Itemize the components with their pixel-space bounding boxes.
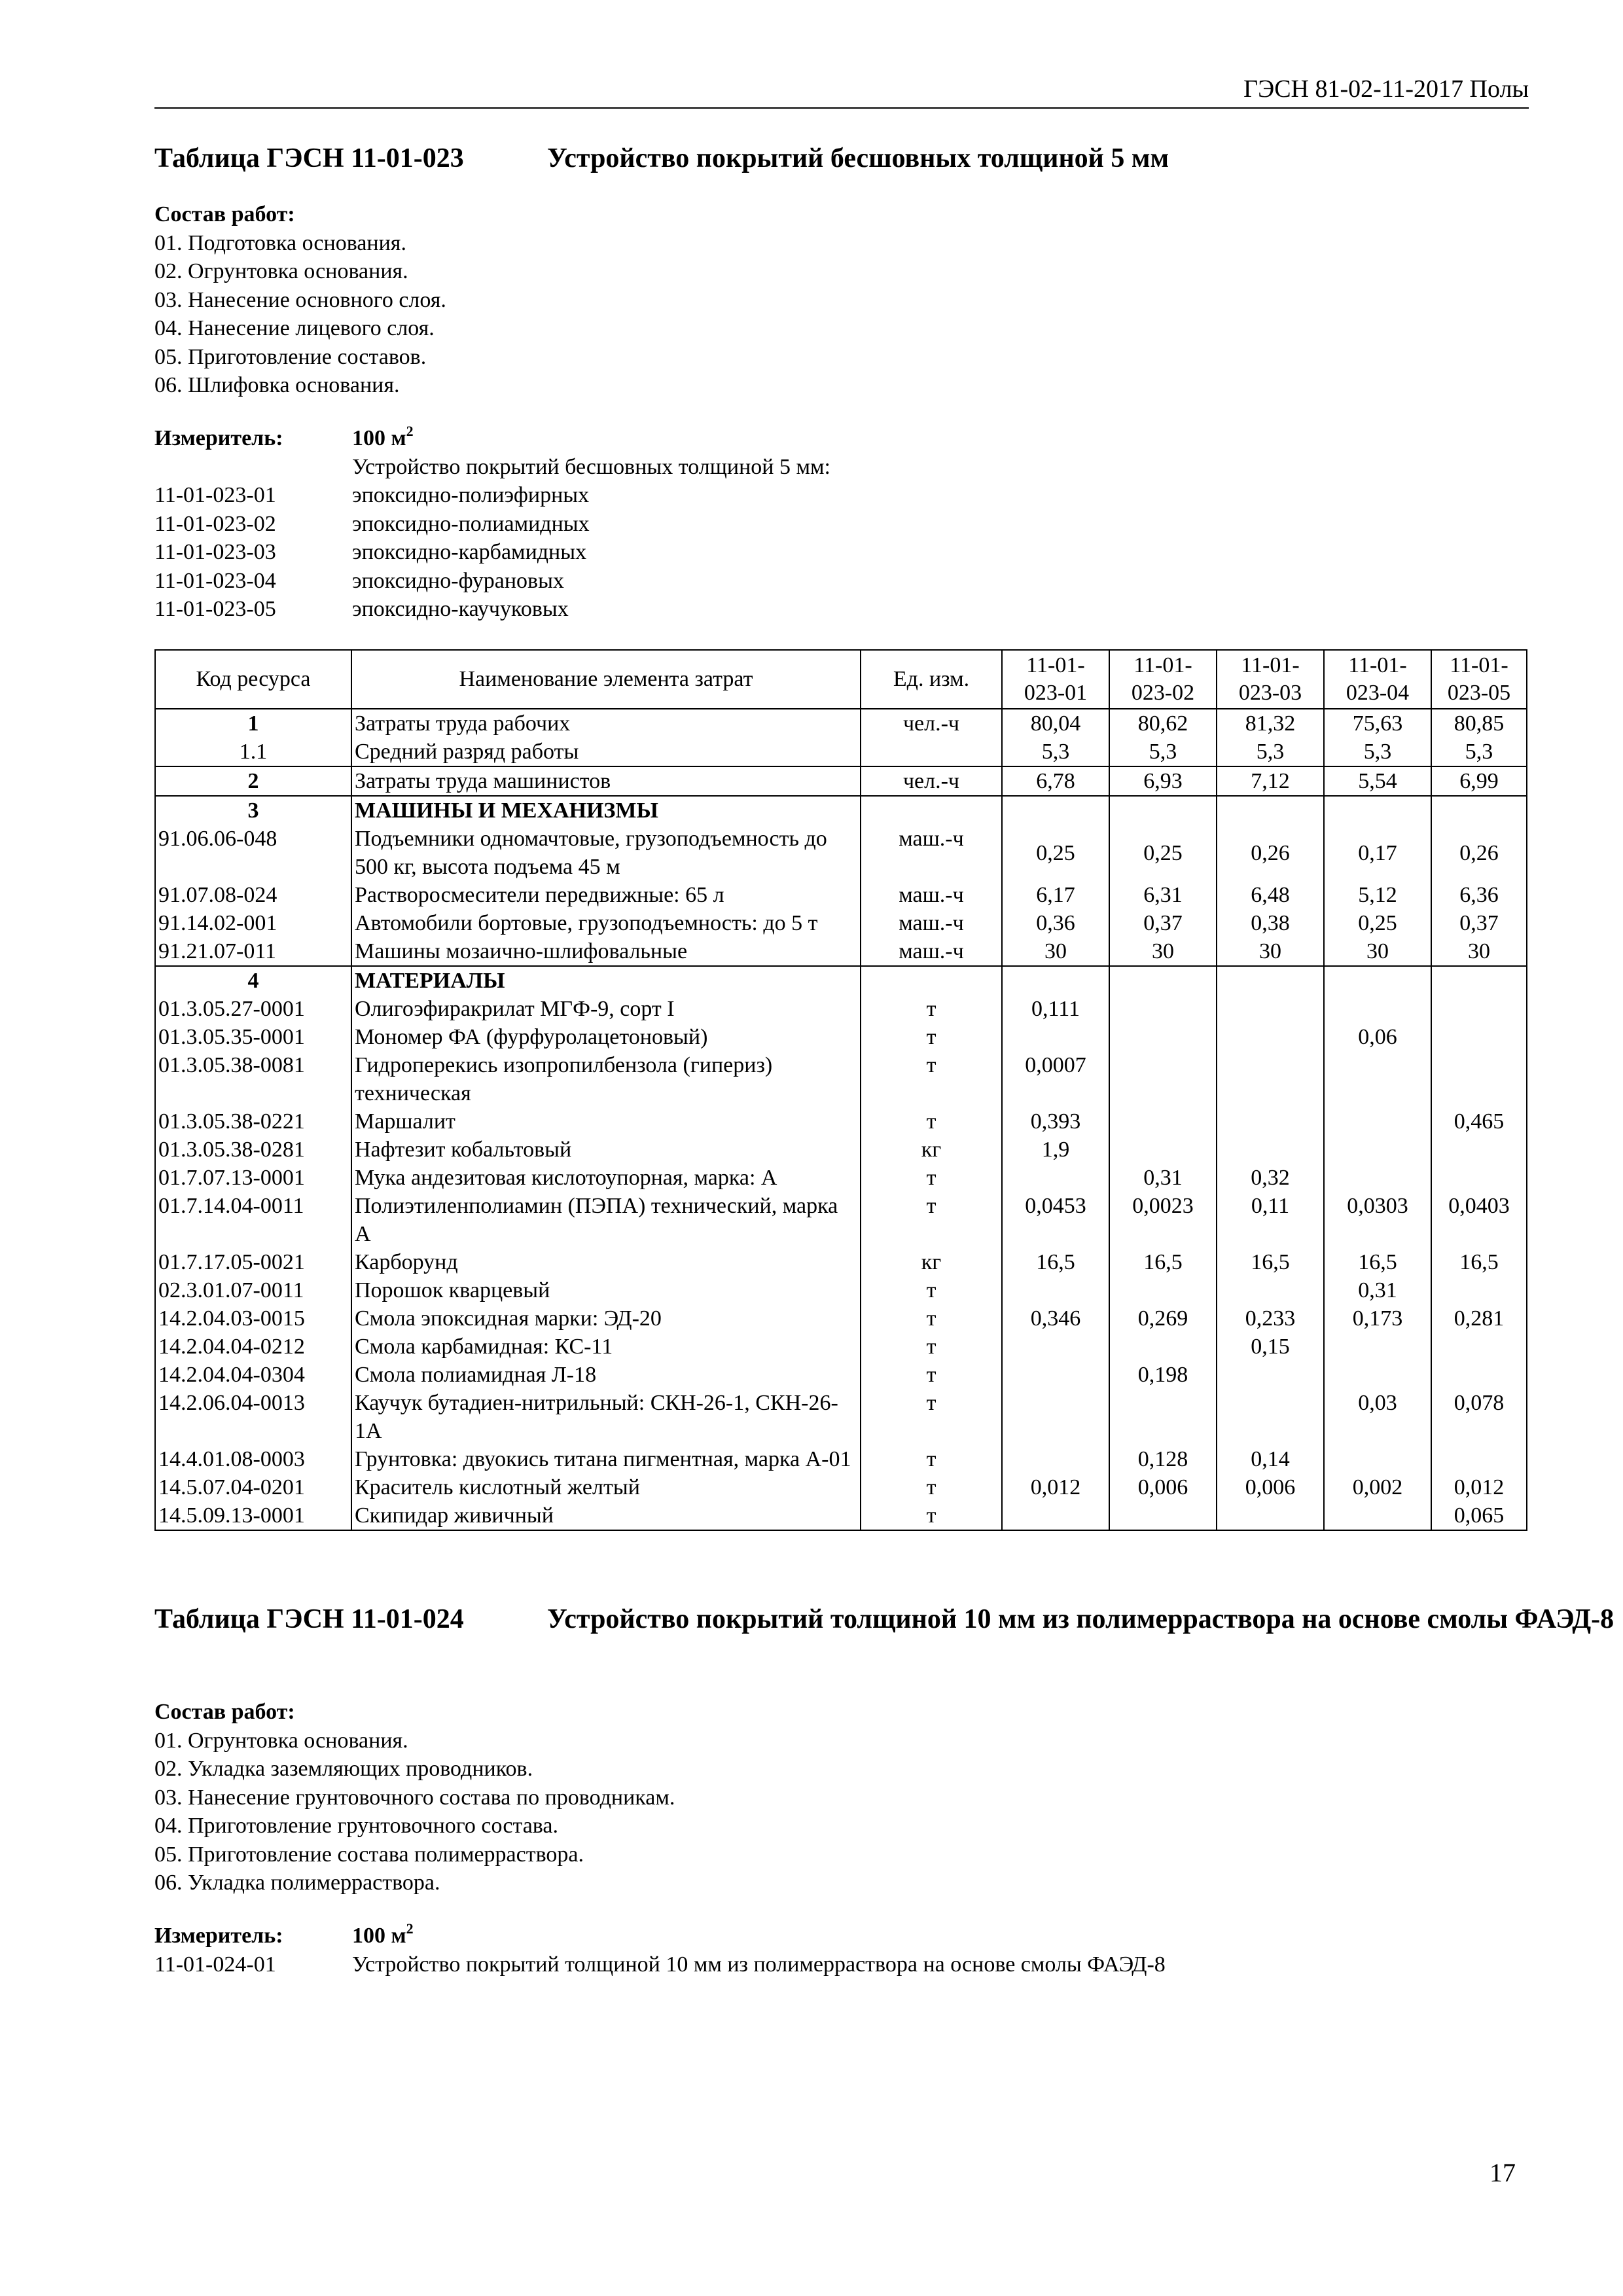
meter-label: Измеритель:	[154, 426, 283, 450]
cell-code: 14.5.09.13-0001	[155, 1501, 351, 1530]
running-header: ГЭСН 81-02-11-2017 Полы	[1243, 75, 1529, 103]
cell-value	[1002, 1164, 1109, 1192]
cell-value	[1002, 796, 1109, 825]
cell-code: 14.4.01.08-0003	[155, 1445, 351, 1473]
cell-value: 7,12	[1217, 766, 1324, 796]
cell-value	[1431, 1051, 1527, 1107]
cell-value: 0,17	[1324, 825, 1431, 881]
table2-code: Таблица ГЭСН 11-01-024	[154, 1604, 464, 1634]
cell-name: Порошок кварцевый	[351, 1276, 861, 1304]
cell-value: 0,465	[1431, 1107, 1527, 1136]
cell-value	[1002, 966, 1109, 995]
cell-value	[1002, 1389, 1109, 1445]
variant-code: 11-01-023-05	[154, 597, 276, 621]
cell-code: 01.7.17.05-0021	[155, 1248, 351, 1276]
cell-value	[1324, 1501, 1431, 1530]
variant-name: эпоксидно-карбамидных	[352, 540, 587, 564]
cell-name: Затраты труда машинистов	[351, 766, 861, 796]
cell-code: 2	[155, 766, 351, 796]
cell-value	[1324, 966, 1431, 995]
cell-value: 5,3	[1217, 738, 1324, 766]
cell-value	[1109, 995, 1217, 1023]
cell-unit: т	[861, 1445, 1002, 1473]
cell-value: 0,26	[1217, 825, 1324, 881]
cell-value	[1109, 796, 1217, 825]
cell-value: 1,9	[1002, 1136, 1109, 1164]
table-row	[155, 1445, 1527, 1473]
cell-code: 91.07.08-024	[155, 881, 351, 909]
cell-value: 0,346	[1002, 1304, 1109, 1333]
cell-value	[1324, 1361, 1431, 1389]
cell-code: 01.3.05.38-0221	[155, 1107, 351, 1136]
cell-value: 0,006	[1109, 1473, 1217, 1501]
cell-value: 0,38	[1217, 909, 1324, 937]
table-row	[155, 1023, 1527, 1051]
works-item: 03. Нанесение грунтовочного состава по проводникам.	[154, 1785, 675, 1810]
cell-unit: т	[861, 1192, 1002, 1248]
cell-value	[1002, 1361, 1109, 1389]
cell-code: 4	[155, 966, 351, 995]
col-header-variant: 11-01- 023-02	[1109, 650, 1217, 709]
cell-value	[1431, 1164, 1527, 1192]
cell-value	[1324, 1333, 1431, 1361]
cell-unit	[861, 738, 1002, 766]
cell-value: 30	[1109, 937, 1217, 966]
cell-value	[1217, 1107, 1324, 1136]
cell-value	[1431, 1361, 1527, 1389]
cell-value: 30	[1431, 937, 1527, 966]
cell-value: 0,25	[1109, 825, 1217, 881]
cell-value	[1431, 1333, 1527, 1361]
cell-value: 5,3	[1002, 738, 1109, 766]
cell-value: 0,281	[1431, 1304, 1527, 1333]
table-row	[155, 766, 1527, 796]
works-item: 05. Приготовление составов.	[154, 344, 427, 369]
table-row	[155, 1107, 1527, 1136]
table-body	[155, 709, 1527, 1530]
cell-code: 1	[155, 709, 351, 738]
cell-code: 14.5.07.04-0201	[155, 1473, 351, 1501]
cell-value: 0,078	[1431, 1389, 1527, 1445]
resource-table	[154, 649, 1527, 1531]
cell-unit: т	[861, 1023, 1002, 1051]
cell-unit: маш.-ч	[861, 937, 1002, 966]
table-row	[155, 1192, 1527, 1248]
table-row	[155, 709, 1527, 738]
col-header-unit: Ед. изм.	[861, 650, 1002, 709]
col-header-variant: 11-01- 023-03	[1217, 650, 1324, 709]
cell-unit: кг	[861, 1248, 1002, 1276]
cell-value	[1002, 1276, 1109, 1304]
cell-value: 5,3	[1109, 738, 1217, 766]
cell-unit	[861, 966, 1002, 995]
cell-value	[1109, 1136, 1217, 1164]
cell-value: 0,128	[1109, 1445, 1217, 1473]
cell-value: 0,26	[1431, 825, 1527, 881]
table-row	[155, 1361, 1527, 1389]
table2-meter	[154, 1922, 1529, 1979]
cell-value	[1109, 1333, 1217, 1361]
cell-name: Смола эпоксидная марки: ЭД-20	[351, 1304, 861, 1333]
cell-value	[1109, 966, 1217, 995]
cell-value	[1002, 1445, 1109, 1473]
table-row	[155, 995, 1527, 1023]
cell-value: 0,37	[1431, 909, 1527, 937]
cell-value	[1109, 1023, 1217, 1051]
variant-name: эпоксидно-каучуковых	[352, 597, 569, 621]
cell-value: 6,78	[1002, 766, 1109, 796]
cell-name: Каучук бутадиен-нитрильный: СКН-26-1, СКН-26-1А	[351, 1389, 861, 1445]
cell-value	[1217, 1276, 1324, 1304]
cell-value: 0,065	[1431, 1501, 1527, 1530]
table-row	[155, 1276, 1527, 1304]
works-heading: Состав работ:	[154, 202, 295, 226]
works-item: 04. Приготовление грунтовочного состава.	[154, 1814, 558, 1838]
cell-code: 14.2.04.03-0015	[155, 1304, 351, 1333]
table-row	[155, 1248, 1527, 1276]
cell-value: 5,3	[1431, 738, 1527, 766]
cell-unit: т	[861, 1333, 1002, 1361]
cell-value: 6,93	[1109, 766, 1217, 796]
cell-value	[1217, 796, 1324, 825]
cell-value: 0,269	[1109, 1304, 1217, 1333]
cell-value	[1324, 1445, 1431, 1473]
cell-unit: т	[861, 1389, 1002, 1445]
cell-name: Маршалит	[351, 1107, 861, 1136]
works-item: 06. Шлифовка основания.	[154, 373, 400, 397]
cell-value: 80,85	[1431, 709, 1527, 738]
cell-value	[1002, 1023, 1109, 1051]
cell-code: 02.3.01.07-0011	[155, 1276, 351, 1304]
cell-value: 80,62	[1109, 709, 1217, 738]
cell-code: 01.3.05.38-0281	[155, 1136, 351, 1164]
table1-works	[154, 200, 1463, 400]
cell-name: Растворосмесители передвижные: 65 л	[351, 881, 861, 909]
cell-name: Смола карбамидная: КС-11	[351, 1333, 861, 1361]
cell-value	[1217, 995, 1324, 1023]
col-header-code: Код ресурса	[155, 650, 351, 709]
cell-value: 81,32	[1217, 709, 1324, 738]
table-row	[155, 796, 1527, 825]
cell-value	[1217, 1136, 1324, 1164]
table-row	[155, 825, 1527, 881]
cell-value: 0,15	[1217, 1333, 1324, 1361]
cell-value: 0,006	[1217, 1473, 1324, 1501]
works-item: 05. Приготовление состава полимерраствора.	[154, 1842, 584, 1867]
cell-unit	[861, 796, 1002, 825]
cell-value: 0,0453	[1002, 1192, 1109, 1248]
works-item: 04. Нанесение лицевого слоя.	[154, 316, 435, 340]
cell-value	[1431, 966, 1527, 995]
cell-unit: т	[861, 1361, 1002, 1389]
cell-value: 0,36	[1002, 909, 1109, 937]
cell-unit: маш.-ч	[861, 825, 1002, 881]
cell-value	[1431, 1023, 1527, 1051]
cell-code: 3	[155, 796, 351, 825]
cell-value: 0,11	[1217, 1192, 1324, 1248]
table-row	[155, 1136, 1527, 1164]
cell-code: 91.06.06-048	[155, 825, 351, 881]
cell-value: 0,0023	[1109, 1192, 1217, 1248]
cell-code: 91.14.02-001	[155, 909, 351, 937]
cell-value	[1324, 1164, 1431, 1192]
cell-name: Карборунд	[351, 1248, 861, 1276]
cell-unit: т	[861, 1107, 1002, 1136]
cell-value	[1109, 1389, 1217, 1445]
cell-value	[1431, 1136, 1527, 1164]
table-row	[155, 881, 1527, 909]
col-header-name: Наименование элемента затрат	[351, 650, 861, 709]
cell-name: Грунтовка: двуокись титана пигментная, марка А-01	[351, 1445, 861, 1473]
cell-value: 0,002	[1324, 1473, 1431, 1501]
cell-unit: т	[861, 1051, 1002, 1107]
cell-value: 0,393	[1002, 1107, 1109, 1136]
cell-value	[1324, 1136, 1431, 1164]
table-row	[155, 1501, 1527, 1530]
table-row	[155, 1473, 1527, 1501]
cell-unit: т	[861, 1276, 1002, 1304]
cell-value: 6,17	[1002, 881, 1109, 909]
cell-value: 0,37	[1109, 909, 1217, 937]
col-header-variant: 11-01- 023-01	[1002, 650, 1109, 709]
works-item: 02. Укладка заземляющих проводников.	[154, 1757, 533, 1781]
cell-value	[1217, 1361, 1324, 1389]
cell-code: 01.3.05.38-0081	[155, 1051, 351, 1107]
meter-subtitle: Устройство покрытий бесшовных толщиной 5 мм:	[352, 454, 830, 479]
cell-value: 0,0007	[1002, 1051, 1109, 1107]
cell-name: Затраты труда рабочих	[351, 709, 861, 738]
cell-unit: маш.-ч	[861, 881, 1002, 909]
variant-code: 11-01-023-04	[154, 568, 276, 593]
table1-code: Таблица ГЭСН 11-01-023	[154, 143, 464, 173]
table-row	[155, 966, 1527, 995]
cell-name: МАШИНЫ И МЕХАНИЗМЫ	[351, 796, 861, 825]
cell-value	[1217, 966, 1324, 995]
cell-value: 30	[1217, 937, 1324, 966]
cell-unit: т	[861, 995, 1002, 1023]
cell-name: МАТЕРИАЛЫ	[351, 966, 861, 995]
table-row	[155, 1164, 1527, 1192]
cell-value: 0,25	[1002, 825, 1109, 881]
cell-value	[1109, 1276, 1217, 1304]
cell-name: Средний разряд работы	[351, 738, 861, 766]
cell-value	[1431, 1445, 1527, 1473]
cell-value: 0,25	[1324, 909, 1431, 937]
table-header-row	[155, 650, 1527, 709]
cell-name: Олигоэфиракрилат МГФ-9, сорт I	[351, 995, 861, 1023]
cell-value	[1109, 1501, 1217, 1530]
table2-title: Устройство покрытий толщиной 10 мм из полимерраствора на основе смолы ФАЭД-8	[547, 1604, 1614, 1634]
works-heading: Состав работ:	[154, 1700, 295, 1724]
cell-value: 0,173	[1324, 1304, 1431, 1333]
cell-value: 16,5	[1217, 1248, 1324, 1276]
cell-unit: чел.-ч	[861, 766, 1002, 796]
cell-code: 91.21.07-011	[155, 937, 351, 966]
meter-value: 100 $м^2$	[352, 1920, 414, 1948]
table-row	[155, 909, 1527, 937]
cell-value	[1109, 1107, 1217, 1136]
cell-value: 16,5	[1431, 1248, 1527, 1276]
cell-name: Полиэтиленполиамин (ПЭПА) технический, марка А	[351, 1192, 861, 1248]
cell-name: Мука андезитовая кислотоупорная, марка: А	[351, 1164, 861, 1192]
cell-value: 16,5	[1324, 1248, 1431, 1276]
works-item: 02. Огрунтовка основания.	[154, 259, 408, 283]
cell-code: 14.2.06.04-0013	[155, 1389, 351, 1445]
cell-value: 0,198	[1109, 1361, 1217, 1389]
cell-name: Нафтезит кобальтовый	[351, 1136, 861, 1164]
cell-value: 6,99	[1431, 766, 1527, 796]
cell-value	[1324, 1107, 1431, 1136]
cell-unit: т	[861, 1304, 1002, 1333]
variant-name: эпоксидно-полиэфирных	[352, 483, 590, 507]
cell-value	[1109, 1051, 1217, 1107]
cell-value	[1217, 1389, 1324, 1445]
cell-value: 30	[1002, 937, 1109, 966]
cell-unit: т	[861, 1164, 1002, 1192]
works-item: 01. Подготовка основания.	[154, 230, 406, 255]
cell-value: 5,3	[1324, 738, 1431, 766]
cell-unit: т	[861, 1473, 1002, 1501]
cell-code: 14.2.04.04-0212	[155, 1333, 351, 1361]
cell-value	[1431, 1276, 1527, 1304]
cell-name: Смола полиамидная Л-18	[351, 1361, 861, 1389]
cell-name: Машины мозаично-шлифовальные	[351, 937, 861, 966]
cell-value	[1324, 796, 1431, 825]
cell-value	[1217, 1051, 1324, 1107]
cell-value	[1002, 1501, 1109, 1530]
cell-value: 0,012	[1431, 1473, 1527, 1501]
cell-code: 14.2.04.04-0304	[155, 1361, 351, 1389]
cell-value: 0,31	[1324, 1276, 1431, 1304]
cell-value: 0,31	[1109, 1164, 1217, 1192]
cell-value: 16,5	[1109, 1248, 1217, 1276]
cell-value: 75,63	[1324, 709, 1431, 738]
cell-name: Автомобили бортовые, грузоподъемность: до 5 т	[351, 909, 861, 937]
cell-code: 01.7.07.13-0001	[155, 1164, 351, 1192]
cell-value: 0,0303	[1324, 1192, 1431, 1248]
table-row	[155, 1389, 1527, 1445]
col-header-variant: 11-01- 023-04	[1324, 650, 1431, 709]
variant-name: эпоксидно-фурановых	[352, 568, 564, 593]
cell-value	[1217, 1023, 1324, 1051]
cell-value	[1324, 995, 1431, 1023]
cell-value: 0,233	[1217, 1304, 1324, 1333]
cell-value	[1324, 1051, 1431, 1107]
works-item: 03. Нанесение основного слоя.	[154, 287, 446, 312]
cell-value: 0,32	[1217, 1164, 1324, 1192]
cell-value: 6,36	[1431, 881, 1527, 909]
cell-value: 30	[1324, 937, 1431, 966]
variant-code: 11-01-023-01	[154, 483, 276, 507]
variant-code: 11-01-023-03	[154, 540, 276, 564]
cell-code: 01.3.05.35-0001	[155, 1023, 351, 1051]
variant-name: эпоксидно-полиамидных	[352, 511, 590, 536]
cell-name: Гидроперекись изопропилбензола (гипериз) техническая	[351, 1051, 861, 1107]
cell-unit: чел.-ч	[861, 709, 1002, 738]
cell-code: 01.7.14.04-0011	[155, 1192, 351, 1248]
cell-value: 16,5	[1002, 1248, 1109, 1276]
variant-name: Устройство покрытий толщиной 10 мм из полимерраствора на основе смолы ФАЭД-8	[352, 1952, 1166, 1977]
cell-name: Скипидар живичный	[351, 1501, 861, 1530]
header-rule	[154, 107, 1529, 109]
table1-title: Устройство покрытий бесшовных толщиной 5 мм	[547, 143, 1169, 173]
cell-unit: т	[861, 1501, 1002, 1530]
cell-value: 0,111	[1002, 995, 1109, 1023]
cell-value: 5,54	[1324, 766, 1431, 796]
cell-value: 0,06	[1324, 1023, 1431, 1051]
cell-value: 5,12	[1324, 881, 1431, 909]
cell-name: Краситель кислотный желтый	[351, 1473, 861, 1501]
cell-value: 0,0403	[1431, 1192, 1527, 1248]
cell-value	[1431, 796, 1527, 825]
cell-value: 6,31	[1109, 881, 1217, 909]
cell-value: 0,03	[1324, 1389, 1431, 1445]
cell-unit: маш.-ч	[861, 909, 1002, 937]
cell-value: 6,48	[1217, 881, 1324, 909]
works-item: 01. Огрунтовка основания.	[154, 1728, 408, 1753]
cell-value: 0,14	[1217, 1445, 1324, 1473]
table-row	[155, 1333, 1527, 1361]
table-row	[155, 1304, 1527, 1333]
cell-value	[1431, 995, 1527, 1023]
cell-value: 0,012	[1002, 1473, 1109, 1501]
meter-label: Измеритель:	[154, 1924, 283, 1948]
cell-name: Подъемники одномачтовые, грузоподъемность до 500 кг, высота подъема 45 м	[351, 825, 861, 881]
cell-name: Мономер ФА (фурфуролацетоновый)	[351, 1023, 861, 1051]
variant-code: 11-01-023-02	[154, 511, 276, 536]
cell-unit: кг	[861, 1136, 1002, 1164]
table1-meter	[154, 424, 1529, 624]
cell-value	[1002, 1333, 1109, 1361]
variant-code: 11-01-024-01	[154, 1952, 276, 1977]
cell-code: 01.3.05.27-0001	[155, 995, 351, 1023]
table-row	[155, 1051, 1527, 1107]
cell-code: 1.1	[155, 738, 351, 766]
col-header-variant: 11-01- 023-05	[1431, 650, 1527, 709]
table-row	[155, 738, 1527, 766]
page-number: 17	[1489, 2158, 1516, 2187]
table2-works	[154, 1698, 1463, 1897]
table-row	[155, 937, 1527, 966]
cell-value	[1217, 1501, 1324, 1530]
cell-value: 80,04	[1002, 709, 1109, 738]
meter-value: 100 $м^2$	[352, 423, 414, 450]
works-item: 06. Укладка полимерраствора.	[154, 1871, 440, 1895]
